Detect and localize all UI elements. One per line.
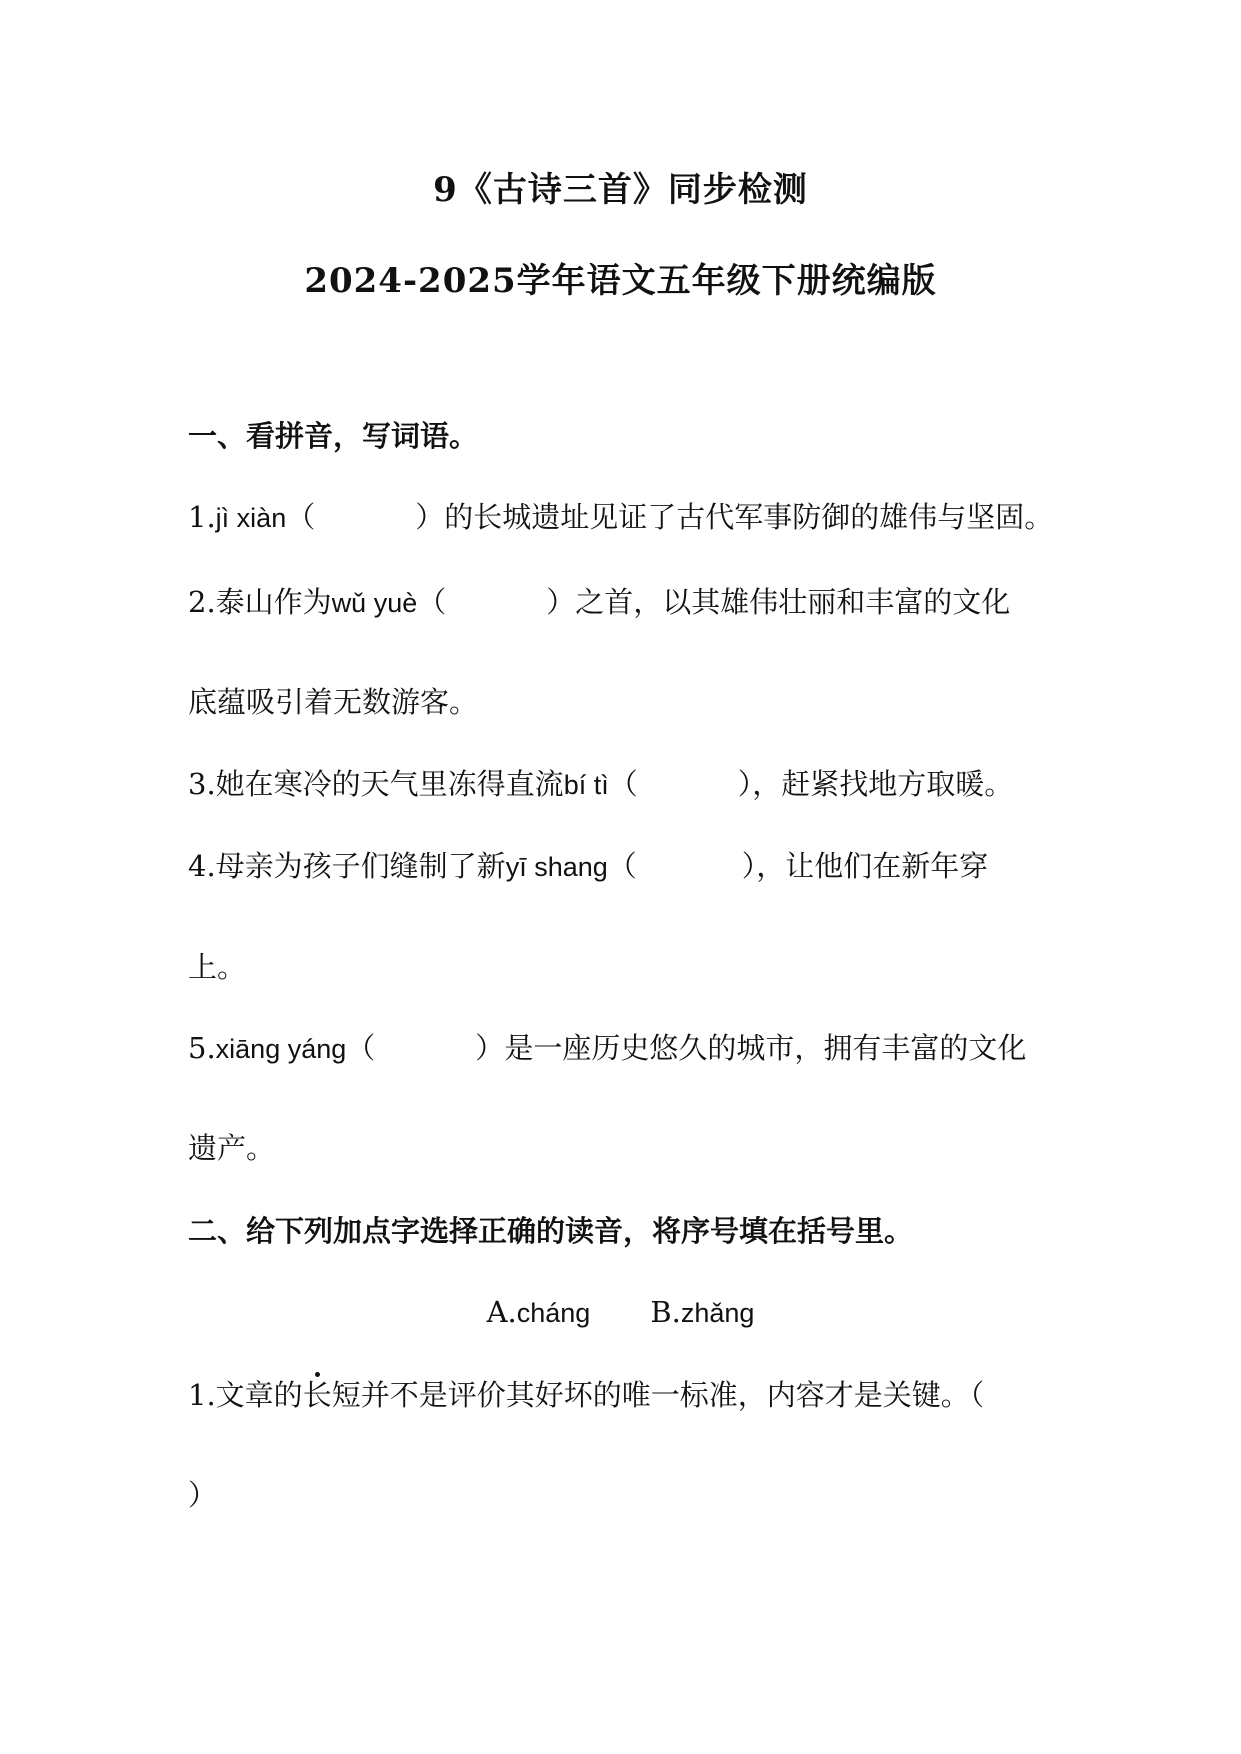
q-number: 2. bbox=[188, 585, 216, 619]
close-paren: ） bbox=[546, 585, 576, 619]
s2-question-1 bbox=[188, 1375, 984, 1415]
option-b: zhǎng bbox=[680, 1298, 755, 1328]
pinyin: wǔ yuè bbox=[331, 588, 418, 618]
close-paren: ） bbox=[737, 767, 753, 801]
s1-question-2-cont: 底蕴吸引着无数游客。 bbox=[188, 685, 479, 719]
close-paren: ） bbox=[475, 1031, 505, 1065]
s2-question-1-cont[interactable]: ） bbox=[188, 1478, 218, 1512]
question-pre: 文章的 bbox=[215, 1378, 303, 1412]
s1-question-3 bbox=[188, 764, 1013, 805]
option-a: cháng bbox=[516, 1298, 591, 1328]
page-title: 9《古诗三首》同步检测 bbox=[433, 170, 808, 210]
q-number: 4. bbox=[188, 849, 216, 883]
page-subtitle: 2024-2025学年语文五年级下册统编版 bbox=[304, 261, 937, 301]
s1-question-2 bbox=[188, 582, 1010, 623]
s1-question-4 bbox=[188, 846, 988, 887]
question-text: 之首，以其雄伟壮丽和丰富的文化 bbox=[575, 585, 1011, 619]
section1-heading: 一、看拼音，写词语。 bbox=[188, 419, 479, 453]
question-pre: 母亲为孩子们缝制了新 bbox=[215, 849, 506, 883]
close-paren: ） bbox=[415, 500, 445, 534]
answer-options bbox=[0, 1292, 1241, 1333]
section2-heading: 二、给下列加点字选择正确的读音，将序号填在括号里。 bbox=[188, 1214, 914, 1248]
question-pre: 泰山作为 bbox=[215, 585, 332, 619]
question-text: ，赶紧找地方取暖。 bbox=[752, 767, 1014, 801]
close-paren: ） bbox=[741, 849, 757, 883]
open-paren: （ bbox=[286, 500, 316, 534]
pinyin: xiāng yáng bbox=[215, 1034, 347, 1064]
question-text: 短并不是评价其好坏的唯一标准，内容才是关键。（ bbox=[331, 1378, 985, 1412]
q-number: 5. bbox=[188, 1031, 216, 1065]
q-number: 3. bbox=[188, 767, 216, 801]
option-a-label: A. bbox=[486, 1295, 517, 1329]
s1-question-4-cont: 上。 bbox=[188, 950, 247, 984]
pinyin: bí tì bbox=[563, 770, 609, 800]
q-number: 1. bbox=[188, 500, 216, 534]
open-paren: （ bbox=[608, 767, 638, 801]
pinyin: jì xiàn bbox=[215, 503, 287, 533]
s1-question-5-cont: 遗产。 bbox=[188, 1131, 276, 1165]
open-paren: （ bbox=[607, 849, 637, 883]
open-paren: （ bbox=[346, 1031, 376, 1065]
open-paren: （ bbox=[417, 585, 447, 619]
s1-question-1 bbox=[188, 497, 1053, 538]
s1-question-5 bbox=[188, 1028, 1026, 1069]
question-pre: 她在寒冷的天气里冻得直流 bbox=[215, 767, 564, 801]
question-text: 的长城遗址见证了古代军事防御的雄伟与坚固。 bbox=[444, 500, 1054, 534]
pinyin: yī shang bbox=[505, 852, 608, 882]
question-text: ，让他们在新年穿 bbox=[756, 849, 989, 883]
question-text: 是一座历史悠久的城市，拥有丰富的文化 bbox=[504, 1031, 1027, 1065]
q-number: 1. bbox=[188, 1378, 216, 1412]
option-b-label: B. bbox=[650, 1295, 681, 1329]
dotted-character: 长 bbox=[302, 1378, 332, 1412]
